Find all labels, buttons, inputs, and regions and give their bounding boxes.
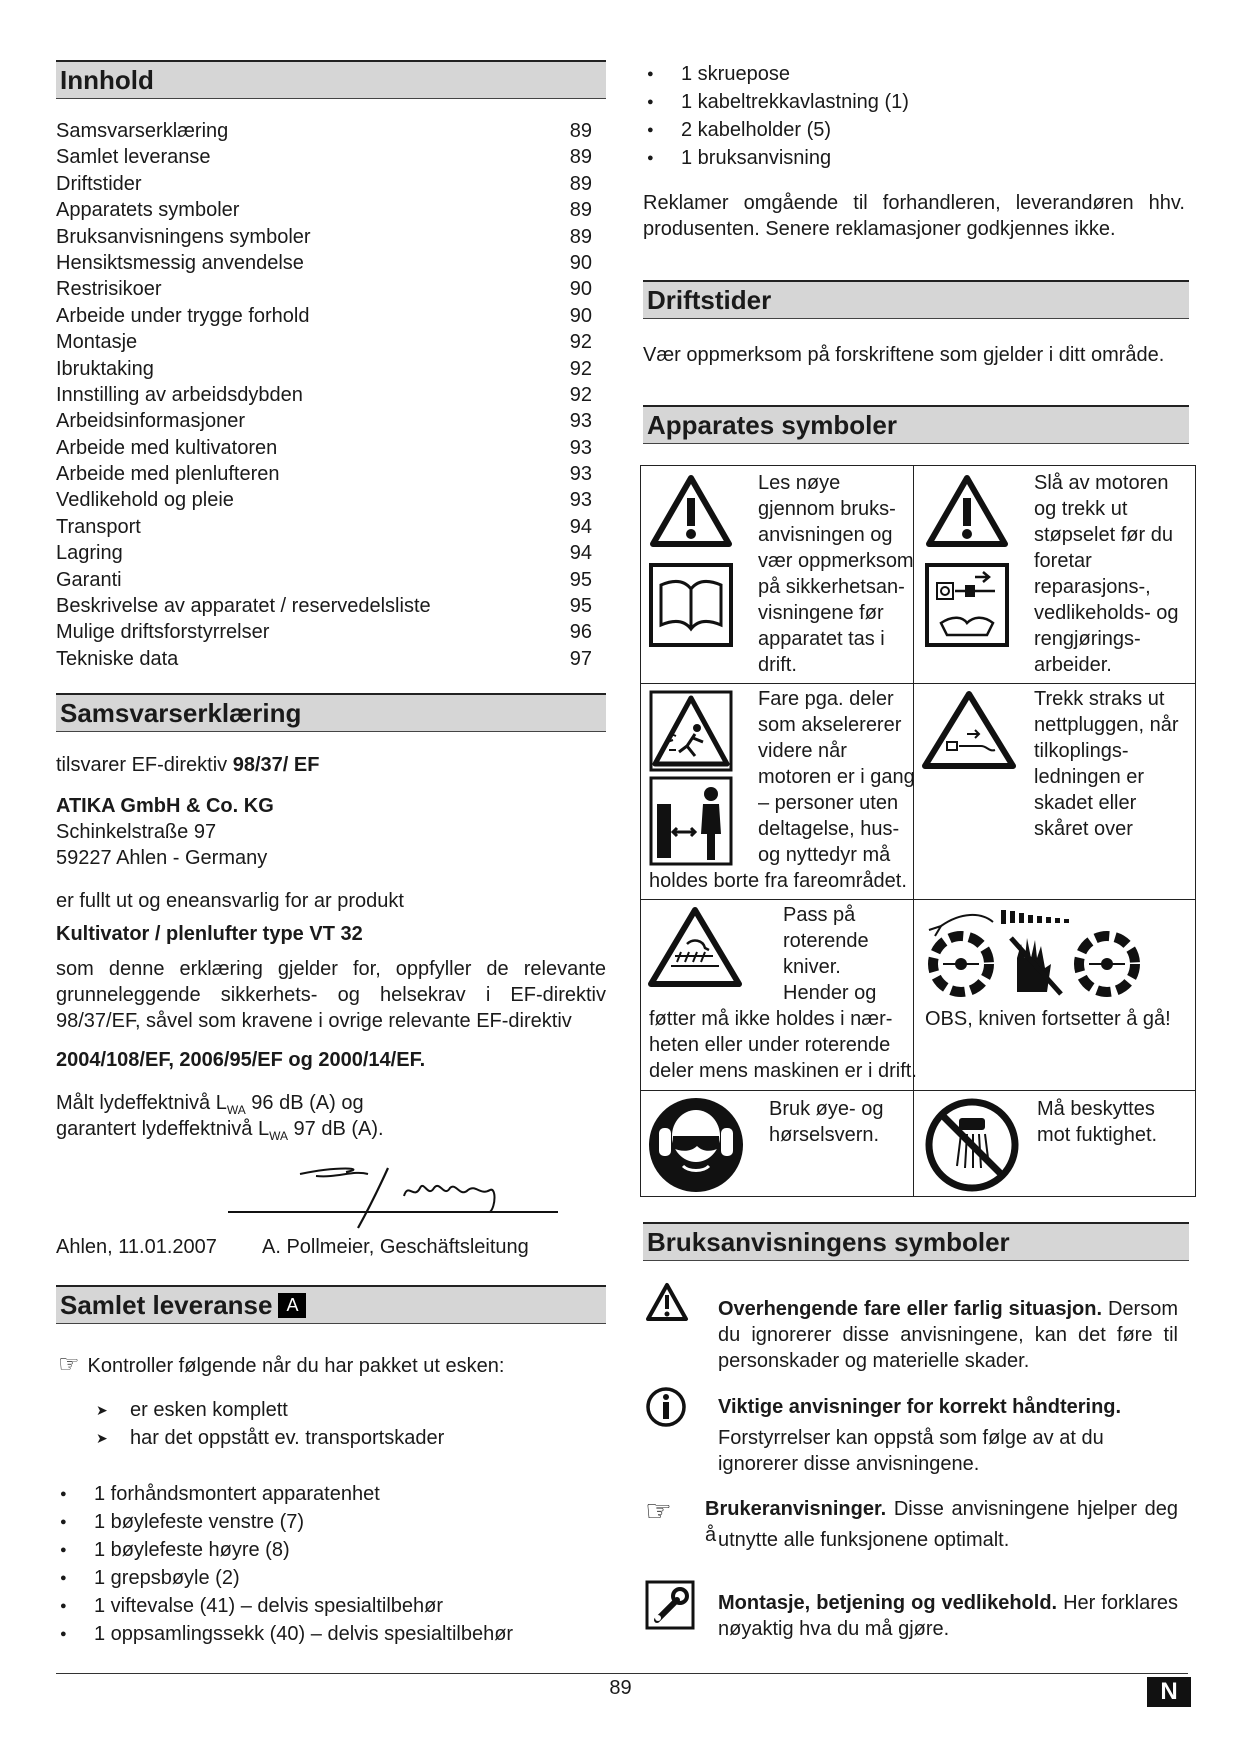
toc-page: 94 [569, 515, 592, 538]
info-icon [645, 1386, 687, 1433]
list-item: ● 1 bøylefeste høyre (8) [56, 1536, 513, 1564]
device-symbols-heading: Apparates symboler [643, 405, 1189, 444]
signature [228, 1160, 618, 1230]
switch-off-text [1034, 470, 1179, 678]
list-item: ➤ er esken komplett [96, 1396, 444, 1424]
wrench-icon [645, 1580, 695, 1635]
knife-continues-text: OBS, kniven fortsetter å gå! [925, 1008, 1171, 1030]
danger-note: Overhengende fare eller farlig situasjon. Dersom du ignorerer disse anvisningene, kan det føre til personskader og materielle skader. [718, 1298, 1178, 1372]
important-note-title: Viktige anvisninger for korrekt håndtering. [718, 1396, 1122, 1418]
toc-label: Restrisikoer [56, 278, 162, 301]
text-line: Fare pga. deler [758, 688, 894, 710]
check-intro: ☞ Kontroller følgende når du har pakket ut esken: [58, 1351, 505, 1378]
toc-row [56, 197, 592, 223]
moisture-text [1037, 1096, 1157, 1148]
rotating-knives-tail [649, 1006, 917, 1084]
text-line: foretar [1034, 550, 1092, 572]
place-date: Ahlen, 11.01.2007 [56, 1236, 217, 1258]
text-line: reparasjons-, [1034, 576, 1151, 598]
toc-row [56, 171, 592, 197]
text-line: støpselet før du [1034, 524, 1173, 546]
toc-page: 93 [569, 436, 592, 459]
text-line: skåret over [1034, 818, 1133, 840]
toc-label: Arbeide under trygge forhold [56, 304, 310, 327]
toc-label: Apparatets symboler [56, 199, 240, 222]
important-note-text: Forstyrrelser kan oppstå som følge av at du ignorerer disse anvisningene. [718, 1427, 1104, 1475]
toc-label: Hensiktsmessig anvendelse [56, 251, 304, 274]
toc-row [56, 250, 592, 276]
responsibility-text: er fullt ut og eneansvarlig for ar produkt [56, 890, 404, 912]
toc-label: Arbeide med plenlufteren [56, 463, 280, 486]
toc-label: Samlet leveranse [56, 146, 211, 169]
toc-row [56, 540, 592, 566]
text-line: roterende [783, 930, 869, 952]
list-item: ● 1 oppsamlingssekk (40) – delvis spesialtilbehør [56, 1620, 513, 1648]
toc-row [56, 567, 592, 593]
toc-row [56, 408, 592, 434]
toc-row [56, 435, 592, 461]
ejected-parts-text [758, 686, 915, 868]
language-badge: N [1147, 1677, 1191, 1707]
delivery-heading: Samlet leveranse A [56, 1285, 606, 1324]
text-line: skadet eller [1034, 792, 1137, 814]
device-symbols-table [640, 465, 1196, 1197]
directive-line: tilsvarer EF-direktiv 98/37/ EF [56, 754, 320, 776]
toc-label: Lagring [56, 542, 123, 565]
toc-label: Tekniske data [56, 647, 179, 670]
list-item: ● 1 grepsbøyle (2) [56, 1564, 513, 1592]
conformity-statement: som denne erklæring gjelder for, oppfyller de relevante grunneleggende sikkerhets- og helsekrav i EF-direktiv 98/37/EF, såvel som kravene i ovrige relevante EF-direktiv [56, 958, 606, 1032]
toc-row [56, 382, 592, 408]
text-line: ledningen er [1034, 766, 1145, 788]
text-line: vær oppmerksom [758, 550, 914, 572]
text-line: heten eller under roterende [649, 1034, 891, 1056]
protect-from-moisture-icon [923, 1096, 1021, 1201]
rotating-knives-icon [647, 906, 743, 995]
text-line: deltagelse, hus- [758, 818, 900, 840]
toc-row [56, 144, 592, 170]
toc-label: Montasje [56, 331, 138, 354]
toc-row [56, 593, 592, 619]
company-street: Schinkelstraße 97 [56, 821, 217, 843]
text-line: deler mens maskinen er i drift. [649, 1060, 917, 1082]
text-line: og trekk ut [1034, 498, 1128, 520]
toc-page: 93 [569, 410, 592, 433]
toc-row [56, 619, 592, 645]
text-line: arbeider. [1034, 654, 1112, 676]
ejected-parts-tail: holdes borte fra fareområdet. [649, 870, 907, 892]
table-of-contents [56, 118, 592, 672]
text-line: på sikkerhetsan- [758, 576, 905, 598]
text-line: hørselsvern. [769, 1124, 880, 1146]
toc-page: 94 [569, 542, 592, 565]
toc-page: 96 [569, 621, 592, 644]
check-list [96, 1396, 444, 1452]
ejected-objects-icon [649, 690, 733, 779]
list-item: ● 1 forhåndsmontert apparatenhet [56, 1480, 513, 1508]
toc-label: Samsvarserklæring [56, 120, 229, 142]
page-number: 89 [609, 1677, 632, 1699]
toc-row [56, 646, 592, 672]
warning-triangle-icon [925, 474, 1009, 555]
operating-times-text: Vær oppmerksom på forskriftene som gjelder i ditt område. [643, 344, 1165, 366]
toc-page: 92 [569, 357, 592, 380]
user-note-line2: utnytte alle funksjonene optimalt. [718, 1529, 1010, 1551]
knife-runs-on-icon [921, 908, 1181, 1005]
toc-heading: Innhold [56, 60, 606, 99]
text-line: som akselererer [758, 714, 902, 736]
toc-label: Beskrivelse av apparatet / reservedelsliste [56, 595, 431, 618]
text-line: apparatet tas i [758, 628, 885, 650]
list-item: ● 1 bøylefeste venstre (7) [56, 1508, 513, 1536]
footer-rule [56, 1673, 1188, 1674]
text-line: Slå av motoren [1034, 472, 1169, 494]
toc-label: Arbeidsinformasjoner [56, 410, 245, 433]
figure-badge: A [278, 1293, 306, 1318]
toc-label: Innstilling av arbeidsdybden [56, 383, 303, 406]
signatory: A. Pollmeier, Geschäftsleitung [262, 1236, 529, 1258]
company-city: 59227 Ahlen - Germany [56, 847, 268, 869]
toc-page: 92 [569, 331, 592, 354]
text-line: Bruk øye- og [769, 1098, 884, 1120]
noise-guaranteed: garantert lydeffektnivå $L_{WA}$ 97 dB (A). [56, 1118, 384, 1143]
toc-page: 90 [569, 304, 592, 327]
toc-page: 89 [569, 146, 592, 169]
toc-label: Bruksanvisningens symboler [56, 225, 311, 248]
toc-page: 92 [569, 383, 592, 406]
list-item: ● 1 kabeltrekkavlastning (1) [643, 88, 909, 116]
toc-row [56, 303, 592, 329]
company-name: ATIKA GmbH & Co. KG [56, 795, 274, 817]
toc-page: 95 [569, 595, 592, 618]
toc-label: Transport [56, 515, 141, 538]
conformity-heading: Samsvarserklæring [56, 693, 606, 732]
toc-page: 89 [569, 225, 592, 248]
toc-page: 89 [569, 172, 592, 195]
pointing-hand-icon: ☞ [645, 1495, 672, 1528]
text-line: gjennom bruks- [758, 498, 896, 520]
unplug-manual-icon [925, 563, 1009, 654]
toc-row [56, 461, 592, 487]
toc-row [56, 329, 592, 355]
text-line: visningene før [758, 602, 884, 624]
toc-label: Ibruktaking [56, 357, 154, 380]
delivery-items-right [643, 60, 909, 172]
text-line: nettpluggen, når [1034, 714, 1179, 736]
list-item: ● 1 bruksanvisning [643, 144, 909, 172]
read-manual-text [758, 470, 914, 678]
eye-ear-protection-icon [647, 1096, 745, 1201]
assembly-note: Montasje, betjening og vedlikehold. Her forklares nøyaktig hva du må gjøre. [718, 1592, 1179, 1640]
toc-row [56, 276, 592, 302]
user-note: Brukeranvisninger. Disse anvisningene hjelper deg å [705, 1498, 1178, 1546]
toc-page: 95 [569, 568, 592, 591]
toc-label: Mulige driftsforstyrrelser [56, 621, 270, 644]
text-line: Les nøye [758, 472, 841, 494]
eye-ear-text [769, 1096, 883, 1148]
toc-label: Garanti [56, 568, 122, 591]
text-line: drift. [758, 654, 797, 676]
warning-triangle-icon [649, 474, 733, 555]
list-item: ● 1 viftevalse (41) – delvis spesialtilbehør [56, 1592, 513, 1620]
text-line: og nyttedyr må [758, 844, 891, 866]
text-line: Trekk straks ut [1034, 688, 1165, 710]
text-line: rengjørings- [1034, 628, 1141, 650]
toc-page: 93 [569, 489, 592, 512]
text-line: vedlikeholds- og [1034, 602, 1179, 624]
list-item: ● 2 kabelholder (5) [643, 116, 909, 144]
text-line: tilkoplings- [1034, 740, 1129, 762]
text-line: videre når [758, 740, 847, 762]
toc-label: Vedlikehold og pleie [56, 489, 234, 512]
text-line: motoren er i gang [758, 766, 915, 788]
manual-symbols-heading: Bruksanvisningens symboler [643, 1222, 1189, 1261]
list-item: ➤ har det oppstått ev. transportskader [96, 1424, 444, 1452]
toc-row [56, 487, 592, 513]
toc-row [56, 118, 592, 144]
toc-page: 97 [569, 647, 592, 670]
toc-label: Driftstider [56, 172, 142, 195]
toc-page: 89 [569, 120, 592, 142]
text-line: kniver. [783, 956, 841, 978]
toc-row [56, 356, 592, 382]
delivery-items-left [56, 1480, 513, 1648]
text-line: føtter må ikke holdes i nær- [649, 1008, 893, 1030]
cable-damage-icon [921, 688, 1017, 779]
complaint-text: Reklamer omgående til forhandleren, leverandøren hhv. produsenten. Senere reklamasjoner godkjennes ikke. [643, 192, 1185, 240]
toc-label: Arbeide med kultivatoren [56, 436, 278, 459]
keep-distance-icon [649, 776, 733, 873]
text-line: Må beskyttes [1037, 1098, 1155, 1120]
toc-row [56, 224, 592, 250]
toc-page: 93 [569, 463, 592, 486]
product-name: Kultivator / plenlufter type VT 32 [56, 923, 363, 945]
directive-list: 2004/108/EF, 2006/95/EF og 2000/14/EF. [56, 1049, 426, 1071]
text-line: – personer uten [758, 792, 899, 814]
text-line: anvisningen og [758, 524, 893, 546]
text-line: mot fuktighet. [1037, 1124, 1158, 1146]
manual-book-icon [649, 563, 733, 654]
toc-page: 90 [569, 251, 592, 274]
toc-page: 90 [569, 278, 592, 301]
danger-triangle-icon [645, 1282, 689, 1327]
pull-plug-text [1034, 686, 1179, 842]
text-line: Hender og [783, 982, 877, 1004]
toc-row [56, 514, 592, 540]
noise-measured: Målt lydeffektnivå $L_{WA}$ 96 dB (A) og [56, 1092, 364, 1117]
pointing-hand-icon: ☞ [58, 1351, 80, 1378]
toc-page: 89 [569, 199, 592, 222]
text-line: Pass på [783, 904, 856, 926]
list-item: ● 1 skruepose [643, 60, 909, 88]
operating-times-heading: Driftstider [643, 280, 1189, 319]
rotating-knives-text [783, 902, 876, 1006]
